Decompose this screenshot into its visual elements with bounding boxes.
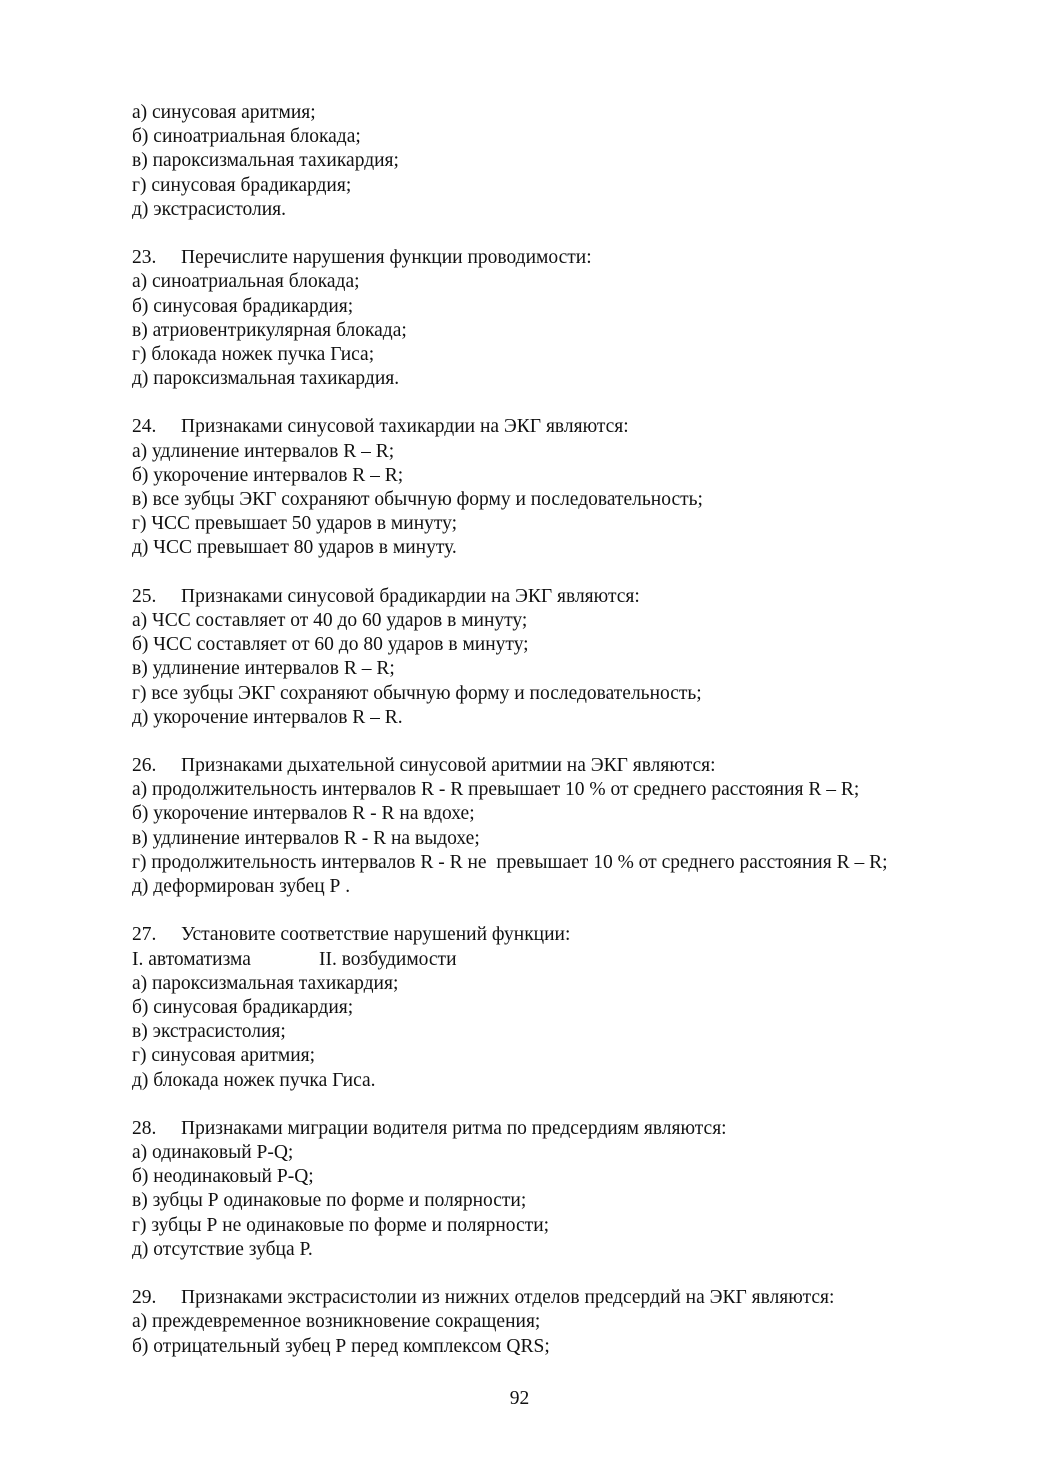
question-number: 29. <box>132 1287 157 1309</box>
question-heading <box>132 1286 992 1310</box>
intro-options <box>132 101 992 222</box>
question-heading <box>132 415 992 439</box>
option: г) зубцы Р не одинаковые по форме и полярности; <box>132 1214 550 1236</box>
question-23 <box>132 246 992 391</box>
option: б) синоатриальная блокада; <box>132 126 361 148</box>
question-number: 23. <box>132 247 157 269</box>
column-label: I. автоматизма <box>132 948 251 970</box>
option: а) одинаковый P-Q; <box>132 1142 294 1164</box>
question-number: 27. <box>132 924 157 946</box>
option: б) укорочение интервалов R - R на вдохе; <box>132 803 475 825</box>
option: в) экстрасистолия; <box>132 1021 286 1043</box>
question-number: 24. <box>132 416 157 438</box>
option: а) синусовая аритмия; <box>132 102 316 123</box>
option: г) синусовая аритмия; <box>132 1045 316 1067</box>
question-text: Признаками дыхательной синусовой аритмии на ЭКГ являются: <box>181 755 716 777</box>
question-heading <box>132 246 992 270</box>
question-text: Признаками экстрасистолии из нижних отделов предсердий на ЭКГ являются: <box>181 1287 835 1309</box>
option: в) все зубцы ЭКГ сохраняют обычную форму и последовательность; <box>132 489 703 510</box>
question-25 <box>132 585 992 730</box>
question-text: Перечислите нарушения функции проводимости: <box>181 247 592 269</box>
option: г) продолжительность интервалов R - R не превышает 10 % от среднего расстояния R – R; <box>132 851 888 873</box>
option: д) укорочение интервалов R – R. <box>132 706 403 728</box>
question-24 <box>132 415 992 560</box>
question-26 <box>132 754 992 899</box>
option: д) ЧСС превышает 80 ударов в минуту. <box>132 537 457 559</box>
option: д) отсутствие зубца Р. <box>132 1238 313 1260</box>
question-heading <box>132 754 992 778</box>
option: в) удлинение интервалов R - R на выдохе; <box>132 827 480 849</box>
option: а) синоатриальная блокада; <box>132 271 360 293</box>
question-text: Признаками миграции водителя ритма по предсердиям являются: <box>181 1117 727 1139</box>
option: а) продолжительность интервалов R - R превышает 10 % от среднего расстояния R – R; <box>132 779 860 801</box>
question-27 <box>132 923 992 1092</box>
question-text: Признаками синусовой брадикардии на ЭКГ являются: <box>181 585 640 607</box>
question-heading <box>132 1117 992 1141</box>
option: б) неодинаковый P-Q; <box>132 1166 314 1188</box>
question-number: 28. <box>132 1117 157 1139</box>
question-number: 26. <box>132 755 157 777</box>
option: а) преждевременное возникновение сокращения; <box>132 1311 541 1333</box>
matching-columns <box>132 948 992 972</box>
option: в) удлинение интервалов R – R; <box>132 658 395 680</box>
page-number: 92 <box>509 1388 530 1409</box>
option: в) атриовентрикулярная блокада; <box>132 319 407 341</box>
option: г) ЧСС превышает 50 ударов в минуту; <box>132 513 458 535</box>
question-text: Признаками синусовой тахикардии на ЭКГ являются: <box>181 416 629 438</box>
question-heading <box>132 923 992 947</box>
option: г) блокада ножек пучка Гиса; <box>132 343 375 365</box>
question-number: 25. <box>132 585 157 607</box>
option: д) пароксизмальная тахикардия. <box>132 368 400 390</box>
document-page <box>132 101 992 1359</box>
question-29 <box>132 1286 992 1359</box>
option: б) отрицательный зубец Р перед комплексом QRS; <box>132 1335 550 1357</box>
column-label: II. возбудимости <box>319 948 457 970</box>
option: б) ЧСС составляет от 60 до 80 ударов в минуту; <box>132 634 529 656</box>
option: а) ЧСС составляет от 40 до 60 ударов в минуту; <box>132 609 528 631</box>
option: а) удлинение интервалов R – R; <box>132 440 395 462</box>
option: д) экстрасистолия. <box>132 198 286 220</box>
option: б) укорочение интервалов R – R; <box>132 464 404 486</box>
question-28 <box>132 1117 992 1262</box>
option: д) блокада ножек пучка Гиса. <box>132 1069 376 1091</box>
option: а) пароксизмальная тахикардия; <box>132 972 399 994</box>
option: в) пароксизмальная тахикардия; <box>132 150 399 172</box>
option: д) деформирован зубец Р . <box>132 876 351 897</box>
question-text: Установите соответствие нарушений функции: <box>181 924 571 946</box>
option: г) синусовая брадикардия; <box>132 174 352 196</box>
option: в) зубцы Р одинаковые по форме и полярности; <box>132 1190 527 1212</box>
question-heading <box>132 585 992 609</box>
option: г) все зубцы ЭКГ сохраняют обычную форму и последовательность; <box>132 682 702 704</box>
option: б) синусовая брадикардия; <box>132 295 354 317</box>
option: б) синусовая брадикардия; <box>132 996 354 1018</box>
